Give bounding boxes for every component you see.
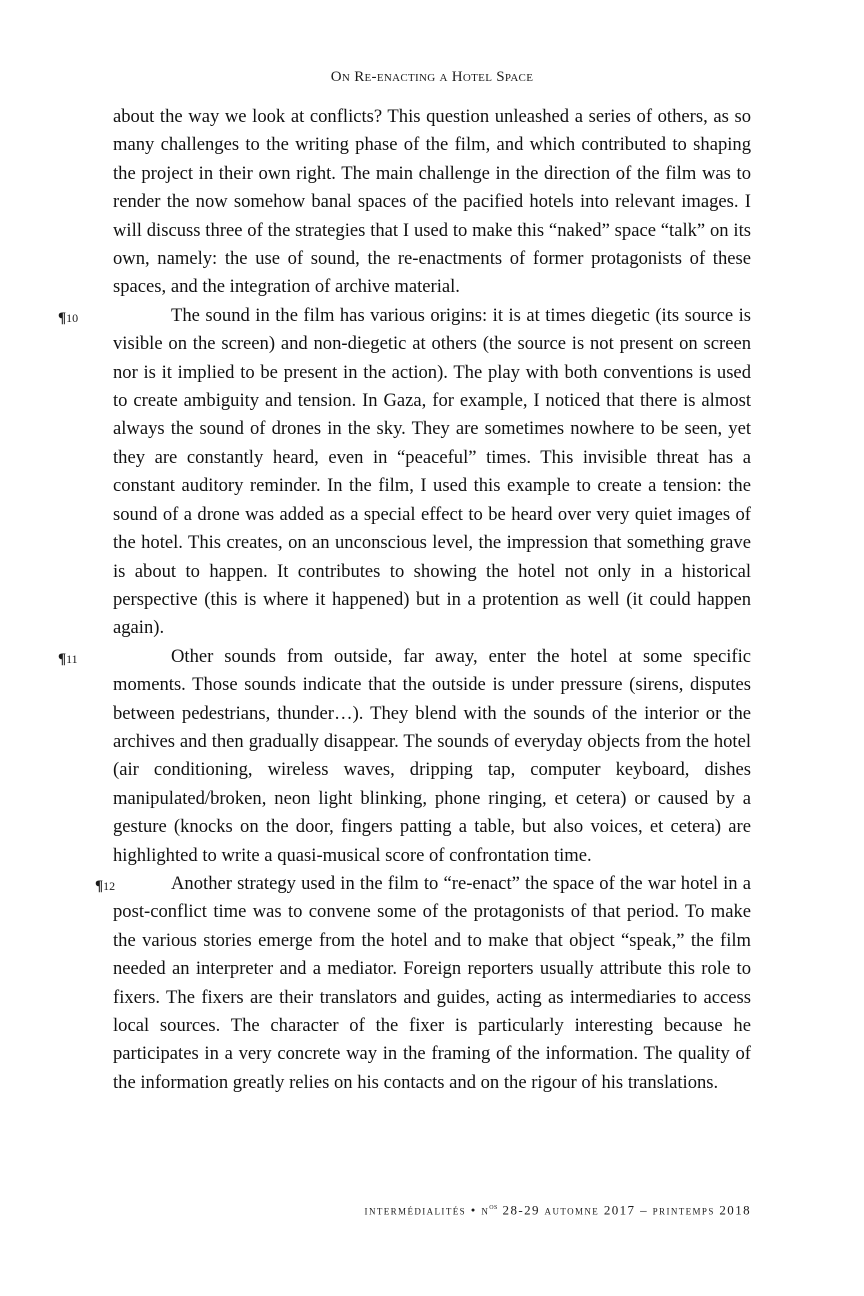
paragraph-text: about the way we look at conflicts? This question unleashed a series of others, as so many challenges to the writing phase of the film, and which contributed to shaping the project in their own right. The main challenge in the direction of the film was to render the now somehow banal spaces of the pacified hotels into relevant images. I will discuss three of the strategies that I used to make this “naked” space “talk” on its own, namely: the use of sound, the re-enactments of former protagonists of these spaces, and the integration of archive material.	[113, 106, 751, 298]
paragraph-text: The sound in the film has various origins: it is at times diegetic (its source is visible on the screen) and non-diegetic at others (the source is not present on screen nor is it implied to be present in the action). The play with both conventions is used to create ambiguity and tension. In Gaza, for example, I noticed that there is almost always the sound of drones in the sky. They are sometimes nowhere to be seen, yet they are constantly heard, even in “peaceful” times. This invisible threat has a constant auditory reminder. In the film, I used this example to create a tension: the sound of a drone was added as a special effect to be heard over very quiet images of the hotel. This creates, on an unconscious level, the impression that something grave is about to happen. It contributes to showing the hotel not only in a historical perspective (this is where it happened) but in a protention as well (it could happen again).	[113, 304, 751, 639]
footer-separator: •	[470, 1202, 477, 1218]
pilcrow-icon: ¶	[95, 877, 104, 894]
pilcrow-icon: ¶	[58, 309, 67, 326]
journal-name: intermédialités	[364, 1202, 467, 1218]
paragraph-text: Another strategy used in the film to “re-enact” the space of the war hotel in a post-conflict time was to convene some of the protagonists of that period. To make the various stories emerge from the hotel and to make that object “speak,” the film needed an interpreter and a mediator. Foreign reporters usually attribute this role to fixers. The fixers are their translators and guides, acting as intermediaries to access local sources. The character of the fixer is particularly interesting because he participates in a very concrete way in the framing of the information. The quality of the information greatly relies on his contacts and on the rigour of his translations.	[113, 872, 751, 1093]
running-head: On Re-enacting a Hotel Space	[330, 69, 534, 85]
paragraph-12	[95, 870, 751, 1097]
paragraph-11	[58, 643, 751, 870]
paragraph-continued	[113, 103, 751, 302]
paragraph-number: ¶10	[58, 309, 79, 326]
body-text	[58, 103, 751, 1097]
issue-number: 28-29	[502, 1202, 540, 1218]
issue-number-prefix: n	[481, 1202, 490, 1218]
issue-number-suffix: os	[489, 1201, 498, 1211]
paragraph-text: Other sounds from outside, far away, enter the hotel at some specific moments. Those sounds indicate that the outside is under pressure (sirens, disputes between pedestrians, thunder…). They blend with the sounds of the interior or the archives and then gradually disappear. The sounds of everyday objects from the hotel (air conditioning, wireless waves, dripping tap, computer keyboard, dishes manipulated/broken, neon light blinking, phone ringing, et cetera) or caused by a gesture (knocks on the door, fingers patting a table, but also voices, et cetera) are highlighted to write a quasi-musical score of confrontation time.	[113, 645, 751, 866]
paragraph-number: ¶12	[95, 877, 116, 894]
paragraph-10	[58, 302, 751, 643]
issue-season: automne 2017 – printemps 2018	[544, 1202, 751, 1218]
journal-footer	[365, 1201, 751, 1218]
paragraph-number: ¶11	[58, 650, 78, 667]
pilcrow-icon: ¶	[58, 650, 67, 667]
